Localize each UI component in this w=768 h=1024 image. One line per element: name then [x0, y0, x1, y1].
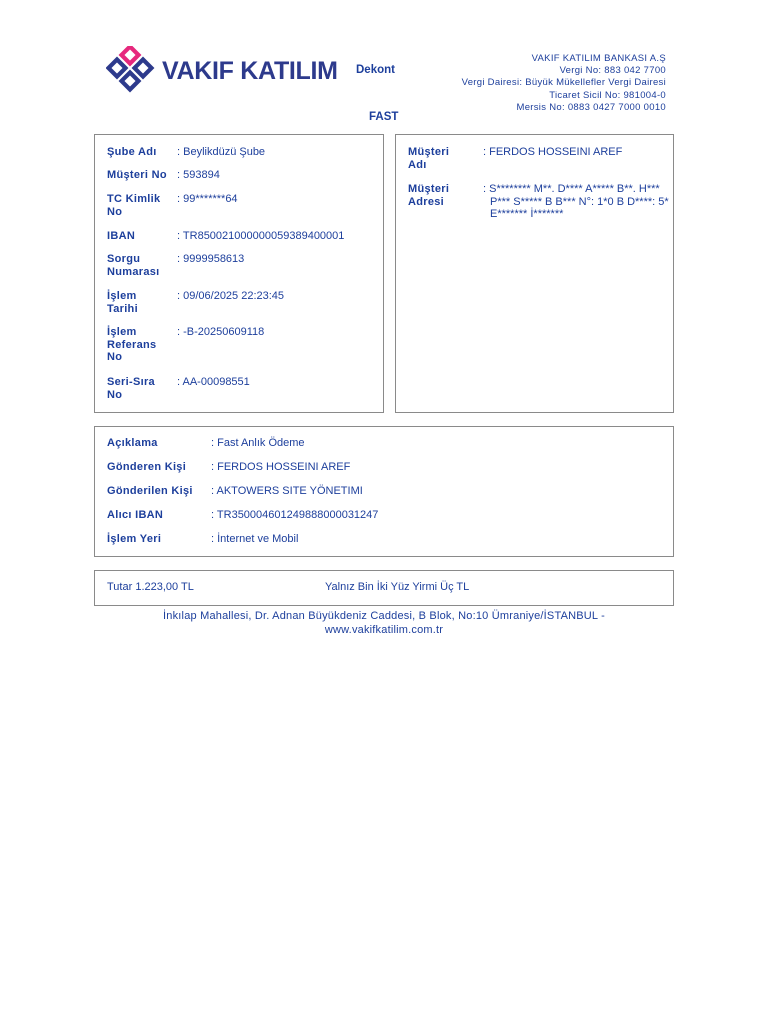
- customer-no-label: Müşteri No: [107, 169, 167, 181]
- footer: [94, 610, 674, 637]
- bank-logo: [106, 46, 338, 96]
- tc-id-value: : 99*******64: [177, 193, 238, 205]
- transaction-date-label: İşlem Tarihi: [107, 290, 138, 315]
- tc-id-label: TC Kimlik No: [107, 193, 161, 218]
- transaction-ref-label: İşlem Referans No: [107, 326, 157, 363]
- query-no-label: Sorgu Numarası: [107, 253, 160, 278]
- description-value: : Fast Anlık Ödeme: [211, 437, 305, 449]
- serial-no-value: : AA-00098551: [177, 376, 250, 388]
- bank-info: [462, 53, 666, 114]
- transfer-details-panel: [94, 426, 674, 557]
- tax-office: Vergi Dairesi: Büyük Mükellefler Vergi Dairesi: [461, 77, 666, 89]
- transaction-ref-value: : -B-20250609118: [177, 326, 265, 338]
- recipient-value: : AKTOWERS SITE YÖNETIMI: [211, 485, 363, 497]
- footer-website: www.vakifkatilim.com.tr: [324, 623, 444, 636]
- transfer-type: FAST: [369, 111, 399, 123]
- query-no-value: : 9999958613: [177, 253, 245, 265]
- iban-label: IBAN: [107, 230, 136, 242]
- document-type: Dekont: [356, 64, 395, 76]
- customer-address-value: : S******** M**. D**** A***** B**. H*** P*** S***** B B*** N°: 1*0 B D****: 5* E******* İ*******: [483, 183, 669, 220]
- sender-label: Gönderen Kişi: [107, 461, 187, 473]
- customer-no-value: : 593894: [177, 169, 220, 181]
- sender-value: : FERDOS HOSSEINI AREF: [211, 461, 351, 473]
- bank-name: VAKIF KATILIM BANKASI A.Ş: [531, 53, 666, 64]
- tax-no: Vergi No: 883 042 7700: [559, 65, 666, 77]
- logo-wordmark: VAKIF KATILIM: [162, 56, 338, 85]
- recipient-iban-label: Alıcı IBAN: [107, 509, 164, 521]
- trade-registry: Ticaret Sicil No: 981004-0: [549, 89, 666, 101]
- customer-name-label: Müşteri Adı: [408, 146, 450, 171]
- branch-label: Şube Adı: [107, 146, 157, 158]
- recipient-iban-value: : TR350004601249888000031247: [211, 509, 379, 521]
- total-amount: Tutar 1.223,00 TL: [107, 581, 194, 593]
- transaction-date-value: : 09/06/2025 22:23:45: [177, 290, 285, 302]
- description-label: Açıklama: [107, 437, 158, 449]
- footer-address: İnkılap Mahallesi, Dr. Adnan Büyükdeniz Caddesi, B Blok, No:10 Ümraniye/İSTANBUL -: [163, 610, 605, 622]
- channel-label: İşlem Yeri: [107, 533, 162, 545]
- account-info-panel: [94, 134, 384, 413]
- customer-name-value: : FERDOS HOSSEINI AREF: [483, 146, 623, 158]
- serial-no-label: Seri-Sıra No: [107, 376, 155, 401]
- vakif-katilim-logo-icon: [106, 46, 156, 96]
- recipient-label: Gönderilen Kişi: [107, 485, 193, 497]
- customer-info-panel: [395, 134, 674, 413]
- branch-value: : Beylikdüzü Şube: [177, 146, 266, 158]
- customer-address-label: Müşteri Adresi: [408, 183, 450, 208]
- channel-value: : İnternet ve Mobil: [211, 533, 299, 545]
- iban-value: : TR850021000000059389400001: [177, 230, 345, 242]
- total-in-words: Yalnız Bin İki Yüz Yirmi Üç TL: [325, 581, 470, 593]
- mersis-no: Mersis No: 0883 0427 7000 0010: [516, 101, 666, 113]
- total-panel: [94, 570, 674, 606]
